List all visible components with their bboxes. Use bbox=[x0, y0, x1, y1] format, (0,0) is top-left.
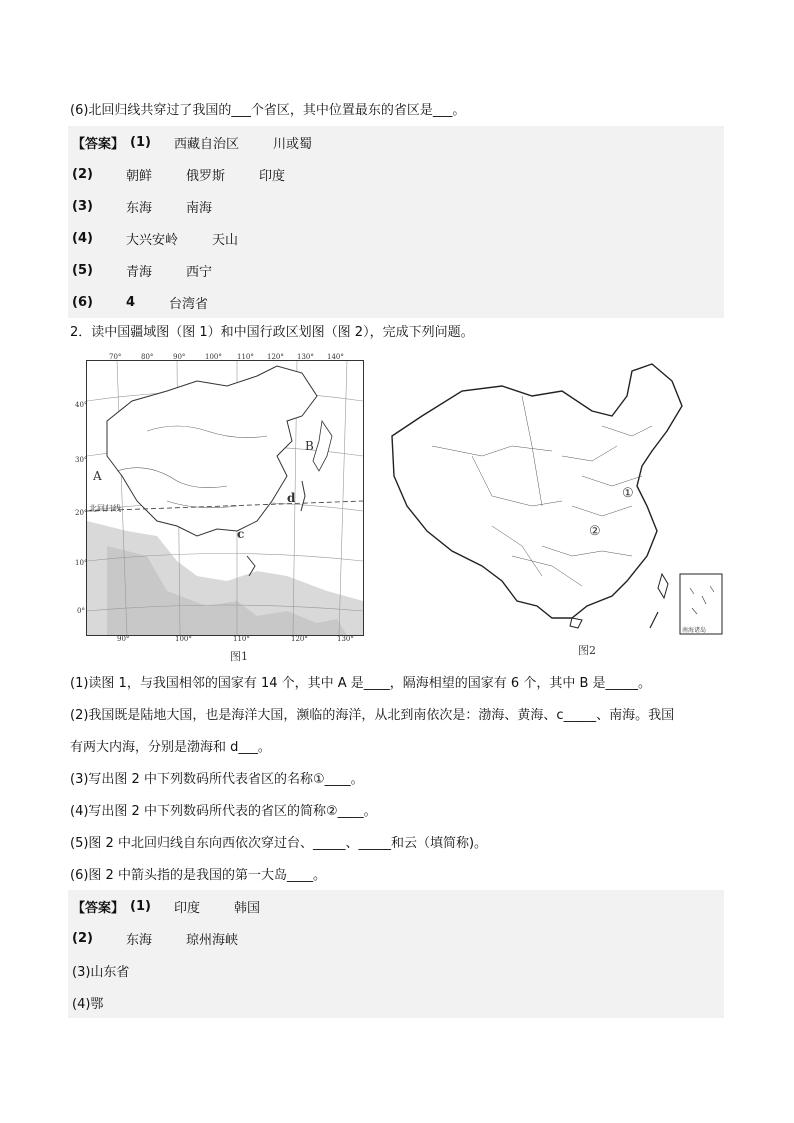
lon-label: 120° bbox=[267, 353, 284, 361]
question-2-2-cont: 有两大内海，分别是渤海和 d___。 bbox=[70, 740, 271, 755]
lon-label: 140° bbox=[327, 353, 344, 361]
lon-label: 130° bbox=[297, 353, 314, 361]
map-mark-2: ② bbox=[589, 524, 601, 539]
answer-item: (3)山东省 bbox=[72, 964, 130, 980]
answer-row bbox=[68, 890, 724, 922]
question-2-5: (5)图 2 中北回归线自东向西依次穿过台、_____、_____和云（填简称)。 bbox=[70, 836, 488, 851]
tropic-label: 北回归线 bbox=[89, 504, 121, 513]
answer-item: (4)鄂 bbox=[72, 996, 104, 1012]
answer-item: 西藏自治区 bbox=[174, 136, 240, 152]
map-label-d: d bbox=[287, 491, 296, 505]
lat-label: 20° bbox=[75, 509, 88, 517]
question-2-2: (2)我国既是陆地大国，也是海洋大国，濒临的海洋，从北到南依次是：渤海、黄海、c_____、南海。我国 bbox=[70, 708, 675, 723]
answer-number: (2) bbox=[72, 166, 93, 182]
answer-row bbox=[68, 986, 724, 1018]
lon-label: 80° bbox=[141, 353, 154, 361]
map-1-caption: 图1 bbox=[230, 650, 248, 663]
answer-number: (6) bbox=[72, 294, 93, 310]
lon-label: 100° bbox=[175, 635, 192, 643]
lon-label: 110° bbox=[233, 635, 250, 643]
answer-item: 青海 bbox=[126, 264, 153, 280]
answer-row bbox=[68, 190, 724, 222]
question-2-4: (4)写出图 2 中下列数码所代表的省区的简称②____。 bbox=[70, 804, 377, 819]
answer-label: 【答案】 bbox=[72, 136, 125, 152]
answer-number: (5) bbox=[72, 262, 93, 278]
map-mark-1: ① bbox=[622, 486, 634, 501]
answer-number: (3) bbox=[72, 198, 93, 214]
answer-number: (4) bbox=[72, 230, 93, 246]
answer-number: (1) bbox=[130, 898, 151, 914]
lat-label: 40° bbox=[75, 401, 88, 409]
lat-label: 30° bbox=[75, 456, 88, 464]
map-label-b: B bbox=[305, 439, 314, 453]
answer-item: 台湾省 bbox=[169, 296, 209, 312]
answer-row bbox=[68, 286, 724, 318]
answer-item: 印度 bbox=[259, 168, 286, 184]
lon-label: 120° bbox=[291, 635, 308, 643]
answer-label: 【答案】 bbox=[72, 900, 125, 916]
answer-item: 东海 bbox=[126, 200, 153, 216]
answer-item: 4 bbox=[126, 294, 136, 310]
question-2-1: (1)读图 1，与我国相邻的国家有 14 个，其中 A 是____，隔海相望的国家有 6 个，其中 B 是_____。 bbox=[70, 676, 652, 691]
answer-row bbox=[68, 126, 724, 158]
answer-row bbox=[68, 922, 724, 954]
map-2-svg bbox=[372, 356, 724, 636]
answer-item: 西宁 bbox=[186, 264, 213, 280]
answer-number: (1) bbox=[130, 134, 151, 150]
map-china-territory bbox=[75, 353, 364, 643]
answer-row bbox=[68, 954, 724, 986]
answer-number: (2) bbox=[72, 930, 93, 946]
lon-label: 100° bbox=[205, 353, 222, 361]
inset-label: 南海诸岛 bbox=[682, 627, 707, 634]
answer-item: 天山 bbox=[212, 232, 239, 248]
answer-item: 琼州海峡 bbox=[186, 932, 239, 948]
map-label-a: A bbox=[93, 469, 102, 483]
map-china-provinces bbox=[372, 356, 724, 636]
answer-item: 大兴安岭 bbox=[126, 232, 179, 248]
answer-item: 俄罗斯 bbox=[186, 168, 226, 184]
answer-item: 印度 bbox=[174, 900, 201, 916]
answer-row bbox=[68, 158, 724, 190]
question-2-6: (6)图 2 中箭头指的是我国的第一大岛____。 bbox=[70, 868, 326, 883]
question-1-6: (6)北回归线共穿过了我国的___个省区，其中位置最东的省区是___。 bbox=[70, 103, 466, 118]
answer-row bbox=[68, 222, 724, 254]
answer-row bbox=[68, 254, 724, 286]
map-label-c: c bbox=[237, 527, 245, 541]
answer-item: 朝鲜 bbox=[126, 168, 153, 184]
lon-label: 90° bbox=[173, 353, 186, 361]
answer-item: 南海 bbox=[186, 200, 213, 216]
lon-label: 130° bbox=[337, 635, 354, 643]
map-2-caption: 图2 bbox=[578, 644, 596, 657]
answer-item: 川或蜀 bbox=[273, 136, 313, 152]
map-1-svg bbox=[87, 361, 363, 635]
answer-block-1 bbox=[68, 126, 724, 318]
lon-label: 70° bbox=[109, 353, 122, 361]
lon-label: 90° bbox=[117, 635, 130, 643]
lon-label: 110° bbox=[237, 353, 254, 361]
lat-label: 10° bbox=[75, 559, 88, 567]
question-2-3: (3)写出图 2 中下列数码所代表省区的名称①____。 bbox=[70, 772, 364, 787]
answer-block-2 bbox=[68, 890, 724, 1018]
answer-item: 东海 bbox=[126, 932, 153, 948]
answer-item: 韩国 bbox=[234, 900, 261, 916]
lat-label: 0° bbox=[77, 607, 85, 615]
question-2-title: 2．读中国疆域图（图 1）和中国行政区划图（图 2），完成下列问题。 bbox=[70, 325, 474, 340]
